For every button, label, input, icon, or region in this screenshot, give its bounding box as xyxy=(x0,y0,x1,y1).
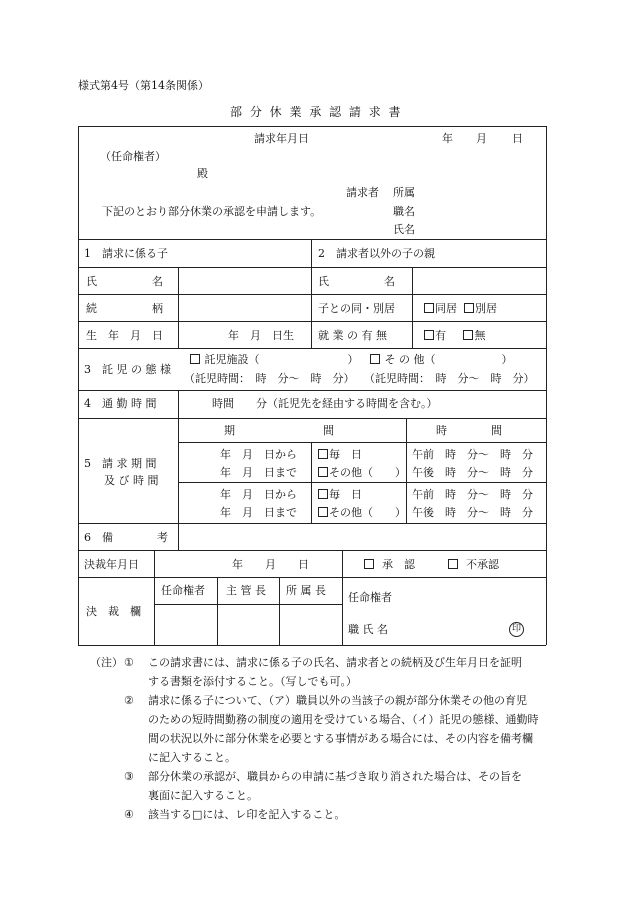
cohabitation-options xyxy=(424,303,497,314)
employment-label: 就 業 の 有 無 xyxy=(318,329,387,342)
note2-line1: 請求に係る子について、（ア）職員以外の当該子の親が部分休業その他の育児 xyxy=(148,694,528,707)
period2-pm: 午後 時 分～ 時 分 xyxy=(412,506,533,519)
dono-label: 殿 xyxy=(197,167,208,180)
period2-am: 午前 時 分～ 時 分 xyxy=(412,488,533,501)
other-time: （託児時間： 時 分～ 時 分） xyxy=(364,372,535,385)
date-day: 日 xyxy=(512,132,523,145)
option-not-employed-label: 無 xyxy=(474,329,486,342)
facility-time: （託児時間： 時 分～ 時 分） xyxy=(184,372,355,385)
col-head: 主 管 長 xyxy=(226,584,266,597)
checkbox-other-2[interactable] xyxy=(318,507,328,517)
requester-label: 請求者 xyxy=(346,186,379,199)
affiliation-label: 所属 xyxy=(393,186,415,199)
section1-title: 1 請求に係る子 xyxy=(84,247,168,260)
name-label: 氏名 xyxy=(393,223,415,236)
section6-title: 6 備 考 xyxy=(84,531,168,544)
date-year: 年 xyxy=(442,132,453,145)
note4-num: ④ xyxy=(124,808,134,821)
request-date-label: 請求年月日 xyxy=(254,132,309,145)
period1-everyday xyxy=(318,449,362,460)
note2-line4: に記入すること。 xyxy=(148,751,236,764)
checkbox-cohabit[interactable] xyxy=(424,303,434,313)
disapprove-option xyxy=(448,559,499,570)
commute-value: 時間 分（託児先を経由する時間を含む。） xyxy=(212,397,438,410)
seal-mark: 印 xyxy=(509,622,524,637)
note3-line1: 部分休業の承認が、職員からの申請に基づき取り消された場合は、その旨を xyxy=(148,770,522,783)
checkbox-approve[interactable] xyxy=(364,559,374,569)
checkbox-disapprove[interactable] xyxy=(448,559,458,569)
child-name-label: 氏 名 xyxy=(86,275,163,288)
option-separate-label: 別居 xyxy=(475,302,497,315)
decision-column-label: 決 裁 欄 xyxy=(86,605,141,618)
disapprove-label: 不承認 xyxy=(466,558,499,571)
note1-num: ① xyxy=(124,656,134,669)
post-label: 職名 xyxy=(393,205,415,218)
request-statement: 下記のとおり部分休業の承認を申請します。 xyxy=(102,205,322,218)
time-header: 時 間 xyxy=(436,424,502,437)
section2-title: 2 請求者以外の子の親 xyxy=(318,247,435,260)
everyday-label: 毎 日 xyxy=(329,488,362,501)
checkbox-other[interactable] xyxy=(370,354,380,364)
right-post-name: 職 氏 名 xyxy=(348,623,388,636)
note2-line2: のための短時間勤務の制度の適用を受けている場合、（イ）託児の態様、通勤時 xyxy=(148,713,539,726)
date-month: 月 xyxy=(476,132,487,145)
employment-options xyxy=(424,330,485,341)
section3-title: 3 託 児 の 態 様 xyxy=(84,363,171,376)
note1-line2: する書類を添付すること。（写しでも可。） xyxy=(148,675,357,688)
cohabitation-label: 子との同・別居 xyxy=(318,302,395,315)
approve-label: 承 認 xyxy=(382,558,415,571)
notes-prefix: （注） xyxy=(90,656,123,669)
birth-label: 生 年 月 日 xyxy=(86,329,163,342)
checkbox-everyday-2[interactable] xyxy=(318,489,328,499)
form-title: 部 分 休 業 承 認 請 求 書 xyxy=(230,105,403,119)
period-header: 期 間 xyxy=(224,424,334,437)
birth-value: 年 月 日生 xyxy=(228,329,294,342)
period1-from: 年 月 日から xyxy=(220,448,297,461)
parent-name-label: 氏 名 xyxy=(318,275,395,288)
note2-line3: 間の状況以外に部分休業を必要とする事情がある場合には、その内容を備考欄 xyxy=(148,732,533,745)
form-number: 様式第4号（第14条関係） xyxy=(78,79,209,92)
other-days-label: その他（ ） xyxy=(329,506,406,519)
note3-line2: 裏面に記入すること。 xyxy=(148,789,258,802)
checkbox-everyday-1[interactable] xyxy=(318,449,328,459)
checkbox-separate[interactable] xyxy=(464,303,474,313)
option-cohabit-label: 同居 xyxy=(435,302,457,315)
other-label: そ の 他（ ） xyxy=(384,353,513,366)
checkbox-other-1[interactable] xyxy=(318,467,328,477)
appointer-label: （任命権者） xyxy=(100,150,166,163)
note2-num: ② xyxy=(124,694,134,707)
checkbox-employed[interactable] xyxy=(424,330,434,340)
note4-line1: 該当する□には、レ印を記入すること。 xyxy=(148,808,346,821)
note1-line1: この請求書には、請求に係る子の氏名、請求者との続柄及び生年月日を証明 xyxy=(148,656,522,669)
note3-num: ③ xyxy=(124,770,134,783)
section5-title-2: 及 び 時 間 xyxy=(104,474,159,487)
other-days-label: その他（ ） xyxy=(329,466,406,479)
childcare-facility-option xyxy=(190,354,359,365)
checkbox-not-employed[interactable] xyxy=(463,330,473,340)
period2-everyday xyxy=(318,489,362,500)
period1-pm: 午後 時 分～ 時 分 xyxy=(412,466,533,479)
decision-date-value: 年 月 日 xyxy=(232,558,309,571)
option-employed-label: 有 xyxy=(435,329,446,342)
col-dept-head: 所 属 長 xyxy=(286,584,326,597)
right-appointer: 任命権者 xyxy=(348,591,392,604)
everyday-label: 毎 日 xyxy=(329,448,362,461)
section4-title: 4 通 勤 時 間 xyxy=(84,397,157,410)
relation-label: 続 柄 xyxy=(86,302,163,315)
childcare-other-option xyxy=(370,354,513,365)
col-appointer: 任命権者 xyxy=(161,584,205,597)
section5-title-1: 5 請 求 期 間 xyxy=(84,457,157,470)
period2-other xyxy=(318,507,406,518)
period1-other xyxy=(318,467,406,478)
period1-to: 年 月 日まで xyxy=(220,466,297,479)
facility-label: 託児施設（ ） xyxy=(204,353,359,366)
decision-date-label: 決裁年月日 xyxy=(84,558,139,571)
period2-to: 年 月 日まで xyxy=(220,506,297,519)
checkbox-facility[interactable] xyxy=(190,354,200,364)
period2-from: 年 月 日から xyxy=(220,488,297,501)
period1-am: 午前 時 分～ 時 分 xyxy=(412,448,533,461)
approve-option xyxy=(364,559,415,570)
